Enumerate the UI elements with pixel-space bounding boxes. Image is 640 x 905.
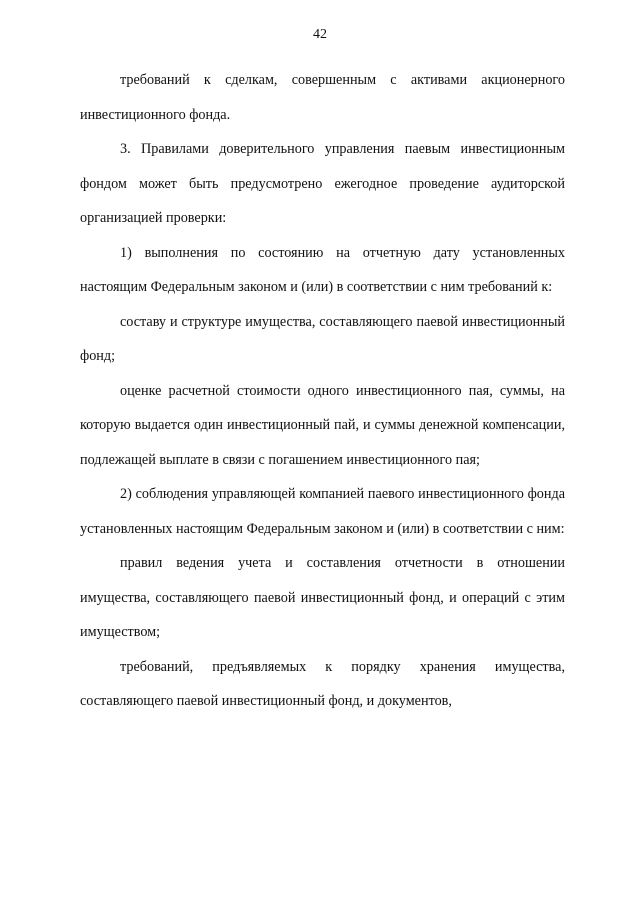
paragraph-4: составу и структуре имущества, составляющего паевой инвестиционный фонд; bbox=[80, 313, 565, 364]
paragraph-8: требований, предъявляемых к порядку хранения имущества, составляющего паевой инвестиционный фонд, и документов, bbox=[80, 658, 565, 709]
paragraph-1: требований к сделкам, совершенным с активами акционерного инвестиционного фонда. bbox=[80, 72, 565, 123]
page-number: 42 bbox=[313, 27, 327, 42]
paragraph-2: 3. Правилами доверительного управления паевым инвестиционным фондом может быть предусмотрено ежегодное проведение аудиторской организацией проверки: bbox=[80, 141, 565, 226]
document-body bbox=[80, 63, 565, 719]
paragraph-5: оценке расчетной стоимости одного инвестиционного пая, суммы, на которую выдается один инвестиционный пай, и суммы денежной компенсации, подлежащей выплате в связи с погашением инвестиционного пая; bbox=[80, 382, 565, 468]
paragraph-3: 1) выполнения по состоянию на отчетную дату установленных настоящим Федеральным законом и (или) в соответствии с ним требований к: bbox=[80, 244, 565, 295]
paragraph-6: 2) соблюдения управляющей компанией паевого инвестиционного фонда установленных настоящим Федеральным законом и (или) в соответствии с ним: bbox=[80, 486, 565, 537]
paragraph-7: правил ведения учета и составления отчетности в отношении имущества, составляющего паевой инвестиционный фонд, и операций с этим имуществом; bbox=[80, 555, 565, 640]
